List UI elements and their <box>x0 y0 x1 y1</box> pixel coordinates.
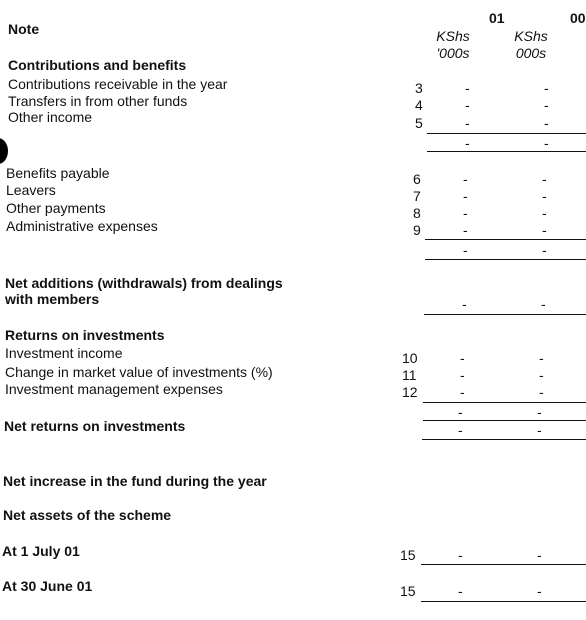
subtotal-prior: - <box>537 404 542 420</box>
value-prior: - <box>542 222 547 238</box>
value-current: - <box>463 188 468 204</box>
value-prior: - <box>542 171 547 187</box>
opening-current: - <box>458 547 463 563</box>
closing-current: - <box>458 583 463 599</box>
row-label: Contributions receivable in the year <box>8 76 228 92</box>
row-label: Benefits payable <box>6 165 110 181</box>
opening-prior: - <box>537 547 542 563</box>
net-returns-prior: - <box>537 422 542 438</box>
currency-label-prior: KShs <box>514 28 548 44</box>
value-current: - <box>460 350 465 366</box>
net-additions-prior: - <box>541 296 546 312</box>
row-label: Transfers in from other funds <box>8 93 188 109</box>
note-column-label: Note <box>8 21 40 37</box>
note-ref: 7 <box>413 188 421 204</box>
value-prior: - <box>539 384 544 400</box>
net-additions-label: Net additions (withdrawals) from dealings <box>5 275 283 291</box>
value-current: - <box>460 367 465 383</box>
value-prior: - <box>539 367 544 383</box>
value-prior: - <box>544 115 549 131</box>
year-heading-prior: 00 <box>570 10 586 26</box>
net-additions-current: - <box>462 296 467 312</box>
net-additions-label-cont: with members <box>5 291 100 307</box>
row-label: Administrative expenses <box>6 218 158 234</box>
divider <box>423 420 586 421</box>
net-increase-label: Net increase in the fund during the year <box>3 473 267 489</box>
row-label: Other payments <box>6 200 106 216</box>
value-current: - <box>465 115 470 131</box>
unit-label-prior: 000s <box>515 45 547 61</box>
note-ref: 15 <box>400 547 416 563</box>
value-prior: - <box>539 350 544 366</box>
net-assets-label: Net assets of the scheme <box>3 507 172 523</box>
note-ref: 6 <box>413 171 421 187</box>
value-prior: - <box>544 97 549 113</box>
row-label: Change in market value of investments (%) <box>5 364 273 380</box>
note-ref: 3 <box>415 80 423 96</box>
value-current: - <box>465 97 470 113</box>
note-ref: 10 <box>402 350 418 366</box>
contributions-heading: Contributions and benefits <box>8 57 187 73</box>
unit-label-current: '000s <box>436 45 470 61</box>
value-current: - <box>463 222 468 238</box>
row-label: Other income <box>8 109 93 125</box>
divider <box>421 564 586 565</box>
note-ref: 11 <box>402 367 417 383</box>
bullet-marker <box>0 138 8 164</box>
currency-label-current: KShs <box>436 28 470 44</box>
note-ref: 4 <box>415 97 423 113</box>
closing-label: At 30 June 01 <box>2 578 93 594</box>
subtotal-current: - <box>465 135 470 151</box>
net-returns-label: Net returns on investments <box>4 418 186 434</box>
subtotal-prior: - <box>544 135 549 151</box>
year-heading-current: 01 <box>489 10 505 26</box>
note-ref: 8 <box>413 205 421 221</box>
returns-heading: Returns on investments <box>5 327 165 343</box>
value-current: - <box>465 80 470 96</box>
net-returns-current: - <box>458 422 463 438</box>
divider <box>427 133 586 134</box>
note-ref: 5 <box>415 115 423 131</box>
row-label: Investment management expenses <box>5 381 223 397</box>
divider <box>425 259 586 260</box>
divider <box>422 439 586 440</box>
divider <box>423 402 586 403</box>
value-current: - <box>463 205 468 221</box>
value-prior: - <box>544 80 549 96</box>
divider <box>425 239 586 240</box>
divider <box>421 601 586 602</box>
note-ref: 15 <box>400 583 416 599</box>
row-label: Leavers <box>6 182 56 198</box>
value-current: - <box>460 384 465 400</box>
subtotal-current: - <box>458 404 463 420</box>
closing-prior: - <box>537 583 542 599</box>
divider <box>424 314 586 315</box>
opening-label: At 1 July 01 <box>2 543 80 559</box>
subtotal-current: - <box>463 242 468 258</box>
row-label: Investment income <box>5 345 123 361</box>
divider <box>427 151 586 152</box>
value-current: - <box>463 171 468 187</box>
subtotal-prior: - <box>542 242 547 258</box>
value-prior: - <box>542 205 547 221</box>
note-ref: 9 <box>413 222 421 238</box>
value-prior: - <box>542 188 547 204</box>
note-ref: 12 <box>402 384 418 400</box>
